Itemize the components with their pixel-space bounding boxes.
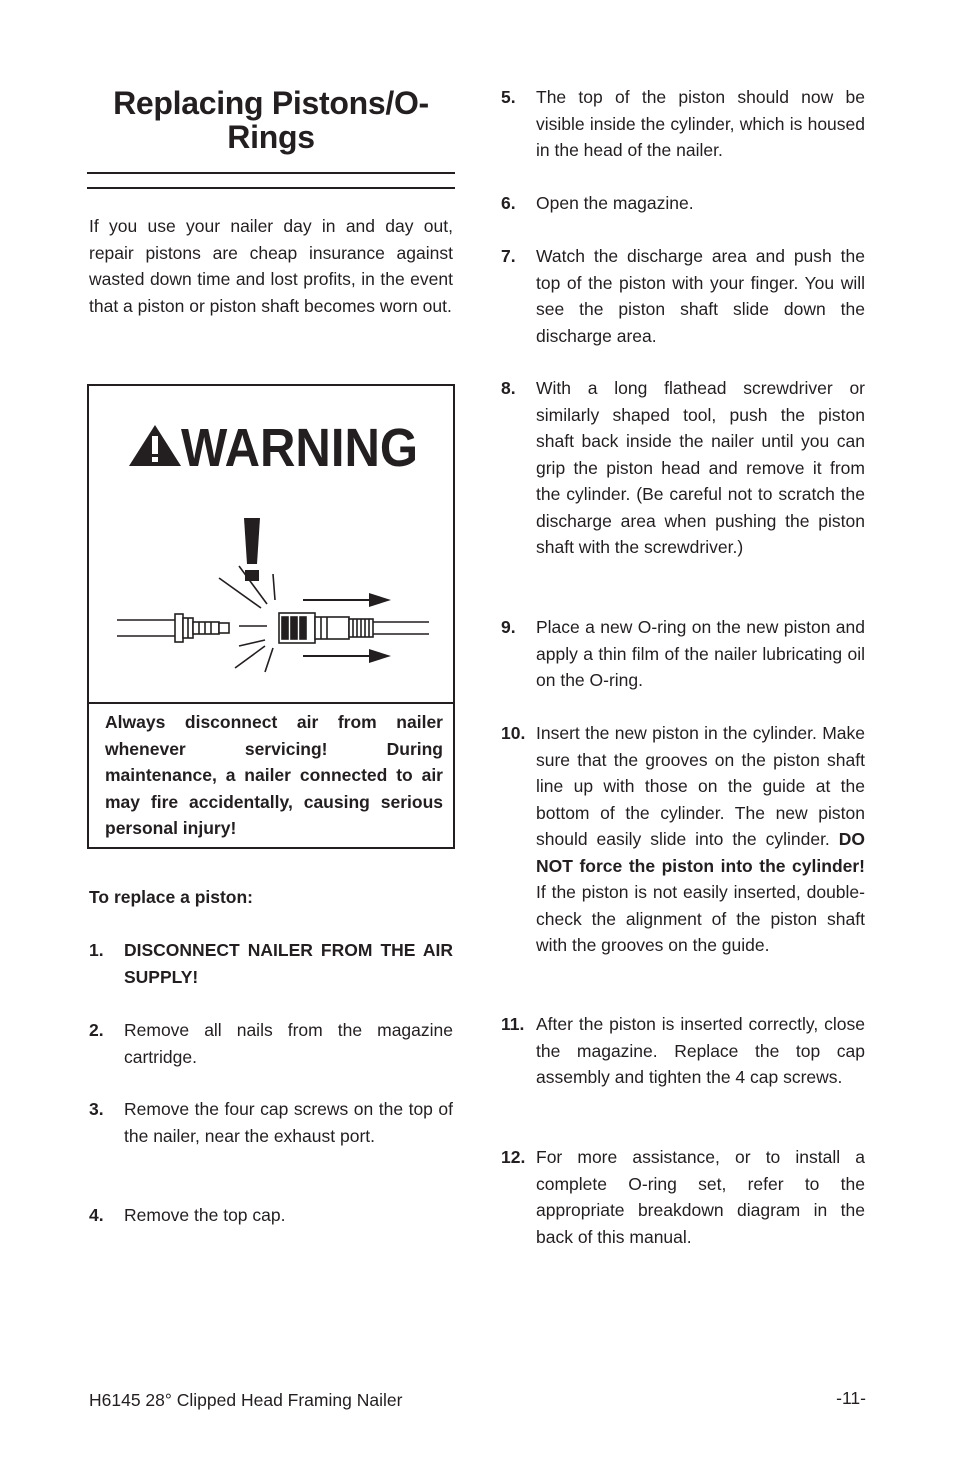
title-rule-top [87, 172, 455, 174]
warning-figure [89, 386, 453, 702]
step-text: After the piston is inserted correctly, close the magazine. Replace the top cap assembly and tighten the 4 cap screws. [536, 1014, 865, 1087]
step-number: 5. [501, 87, 516, 107]
step-text: Open the magazine. [536, 193, 694, 213]
step-number: 12. [501, 1147, 526, 1167]
step-text-emphasis: DO NOT force the piston into the cylinder! [536, 829, 865, 876]
step-text: Remove all nails from the magazine cartridge. [124, 1020, 453, 1067]
step-number: 3. [89, 1099, 104, 1119]
step-text: Watch the discharge area and push the top of the piston with your finger. You will see the piston shaft slide down the discharge area. [536, 246, 865, 346]
step-number: 2. [89, 1020, 104, 1040]
warning-box [87, 384, 455, 849]
footer-model: H6145 28° Clipped Head Framing Nailer [89, 1390, 403, 1410]
warning-text: Always disconnect air from nailer whenever servicing! During maintenance, a nailer connected to air may fire accidentally, causing serious personal injury! [105, 712, 443, 838]
step-number: 9. [501, 617, 516, 637]
step-text: With a long flathead screwdriver or similarly shaped tool, push the piston shaft back inside the nailer until you can grip the piston head and remove it from the cylinder. (Be careful not to scratch the discharge area when pushing the piston shaft with the screwdriver.) [536, 378, 865, 557]
step-number: 10. [501, 723, 526, 743]
title-rule-bottom [87, 187, 455, 189]
step-text: The top of the piston should now be visible inside the cylinder, which is housed in the head of the nailer. [536, 87, 865, 160]
step-text: Place a new O-ring on the new piston and apply a thin film of the nailer lubricating oil on the O-ring. [536, 617, 865, 690]
step-text-part: Insert the new piston in the cylinder. Make sure that the grooves on the piston shaft line up with those on the guide at the bottom of the cylinder. The new piston should easily slide into the cylinder. [536, 723, 865, 849]
step-text: DISCONNECT NAILER FROM THE AIR SUPPLY! [124, 940, 453, 987]
title-line-1: Replacing Pistons/O- [113, 85, 429, 121]
exclamation-icon [244, 518, 260, 581]
step-number: 11. [501, 1014, 525, 1034]
page-number: -11- [836, 1388, 866, 1408]
warning-heading: WARNING [181, 418, 418, 478]
page-title [88, 86, 454, 154]
step-number: 4. [89, 1205, 104, 1225]
intro-paragraph: If you use your nailer day in and day out, repair pistons are cheap insurance against wasted down time and lost profits, in the event that a piston or piston shaft becomes worn out. [89, 216, 453, 316]
warning-triangle-icon [129, 425, 181, 466]
warning-divider [89, 702, 453, 704]
title-line-2: Rings [227, 119, 315, 155]
step-number: 8. [501, 378, 516, 398]
step-text: Remove the top cap. [124, 1205, 286, 1225]
step-text [536, 720, 865, 959]
section-subheading: To replace a piston: [89, 887, 254, 907]
step-number: 1. [89, 940, 104, 960]
step-text-part: If the piston is not easily inserted, double-check the alignment of the piston shaft with the grooves on the guide. [536, 882, 865, 955]
step-number: 7. [501, 246, 516, 266]
step-text: Remove the four cap screws on the top of the nailer, near the exhaust port. [124, 1099, 453, 1146]
step-number: 6. [501, 193, 516, 213]
step-text: For more assistance, or to install a complete O-ring set, refer to the appropriate breakdown diagram in the back of this manual. [536, 1147, 865, 1247]
